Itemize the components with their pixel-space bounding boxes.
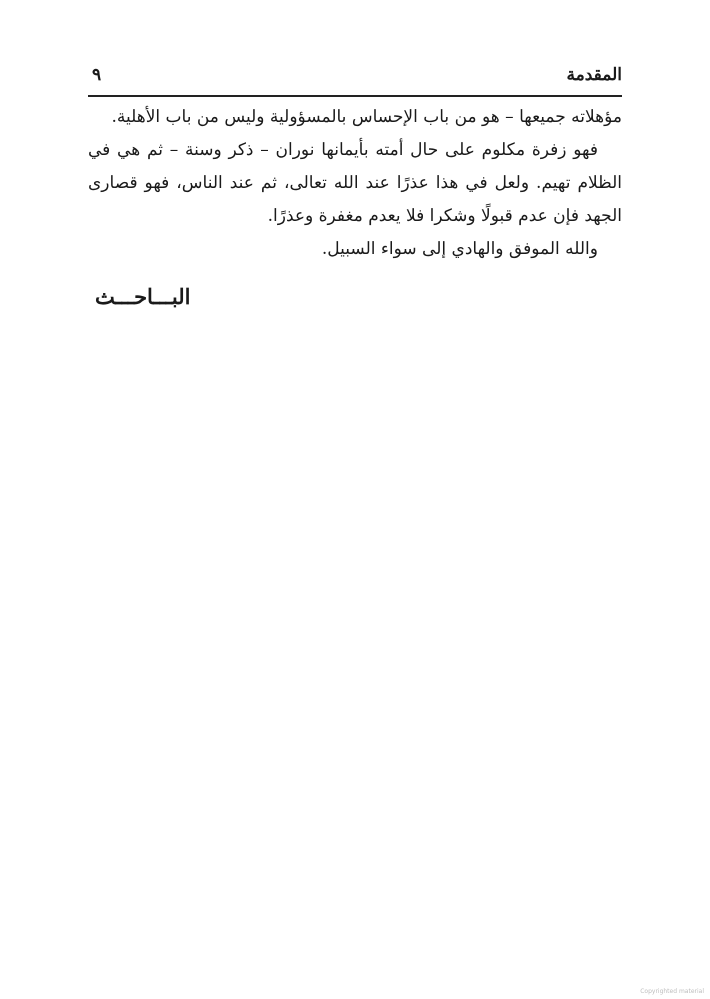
body-text — [88, 101, 622, 266]
paragraph-closing: والله الموفق والهادي إلى سواء السبيل. — [321, 239, 598, 259]
running-header — [88, 62, 622, 92]
header-title: المقدمة — [566, 65, 622, 85]
page-number: ٩ — [92, 65, 102, 85]
copyright-notice: Copyrighted material — [640, 988, 704, 995]
author-signature: البـــاحـــث — [95, 284, 191, 309]
paragraph-main: فهو زفرة مكلوم على حال أمته بأيمانها نوران – ذكر وسنة – ثم هي في الظلام تهيم. ولعل في هذا عذرًا عند الله تعالى، ثم عند الناس، فهو قصارى الجهد فإن عدم قبولًا وشكرا فلا يعدم مغفرة وعذرًا. — [88, 140, 622, 226]
header-rule — [88, 95, 622, 97]
paragraph-continuation: مؤهلاته جميعها – هو من باب الإحساس بالمسؤولية وليس من باب الأهلية. — [111, 107, 622, 127]
